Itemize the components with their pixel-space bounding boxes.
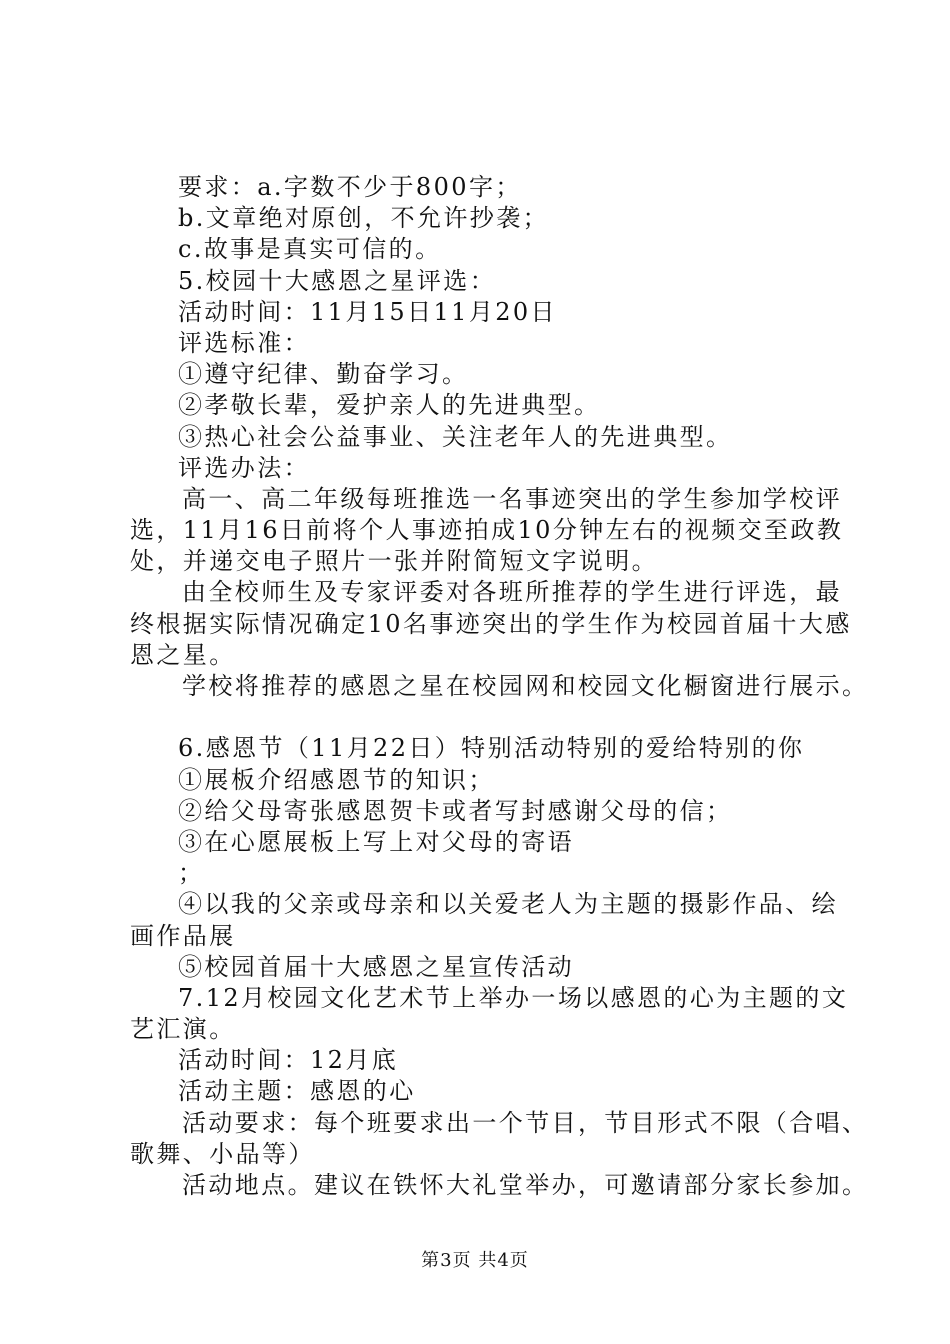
paragraph-line: 恩之星。 xyxy=(130,640,236,669)
paragraph-line: 学校将推荐的感恩之星在校园网和校园文化橱窗进行展示。 xyxy=(182,672,869,700)
text-line: c.故事是真实可信的。 xyxy=(178,235,442,264)
list-item: ⑤校园首届十大感恩之星宣传活动 xyxy=(178,952,574,981)
document-body xyxy=(130,172,869,1201)
paragraph-line: 处，并递交电子照片一张并附简短文字说明。 xyxy=(130,547,658,576)
paragraph-line: 高一、高二年级每班推选一名事迹突出的学生参加学校评 xyxy=(182,484,842,513)
text-line: 歌舞、小品等） xyxy=(130,1139,315,1168)
section-heading-continued: 艺汇演。 xyxy=(130,1015,236,1044)
list-item: ①展板介绍感恩节的知识； xyxy=(178,765,495,794)
list-item: ①遵守纪律、勤奋学习。 xyxy=(178,360,469,389)
page-footer: 第3页 共4页 xyxy=(421,1250,529,1271)
text-line: 评选标准： xyxy=(178,328,310,357)
list-item: ②给父母寄张感恩贺卡或者写封感谢父母的信； xyxy=(178,796,733,825)
paragraph-line: 选，11月16日前将个人事迹拍成10分钟左右的视频交至政教 xyxy=(130,516,844,545)
paragraph-line: 终根据实际情况确定10名事迹突出的学生作为校园首届十大感 xyxy=(130,609,852,638)
text-line: 活动时间：11月15日11月20日 xyxy=(178,297,557,326)
section-heading: 7.12月校园文化艺术节上举办一场以感恩的心为主题的文 xyxy=(178,983,849,1012)
text-line: 活动地点。建议在铁怀大礼堂举办，可邀请部分家长参加。 xyxy=(182,1171,869,1199)
list-item-continued: 画作品展 xyxy=(130,921,236,950)
text-line: b.文章绝对原创，不允许抄袭； xyxy=(178,204,549,233)
text-line: 要求：a.字数不少于800字； xyxy=(178,173,522,201)
text-line: 活动主题：感恩的心 xyxy=(178,1077,416,1106)
text-line: 评选办法： xyxy=(178,453,310,482)
list-item: ②孝敬长辈，爱护亲人的先进典型。 xyxy=(178,391,601,420)
paragraph-line: 由全校师生及专家评委对各班所推荐的学生进行评选，最 xyxy=(182,578,842,607)
section-heading: 6.感恩节（11月22日）特别活动特别的爱给特别的你 xyxy=(178,734,805,763)
text-line: ； xyxy=(178,859,205,888)
text-line: 活动时间：12月底 xyxy=(178,1046,399,1075)
section-heading: 5.校园十大感恩之星评选： xyxy=(178,266,497,295)
text-line: 活动要求：每个班要求出一个节目，节目形式不限（合唱、 xyxy=(182,1108,869,1137)
list-item: ④以我的父亲或母亲和以关爱老人为主题的摄影作品、绘 xyxy=(178,890,838,919)
blank-line xyxy=(130,702,860,733)
list-item: ③在心愿展板上写上对父母的寄语 xyxy=(178,827,574,856)
list-item: ③热心社会公益事业、关注老年人的先进典型。 xyxy=(178,422,733,451)
